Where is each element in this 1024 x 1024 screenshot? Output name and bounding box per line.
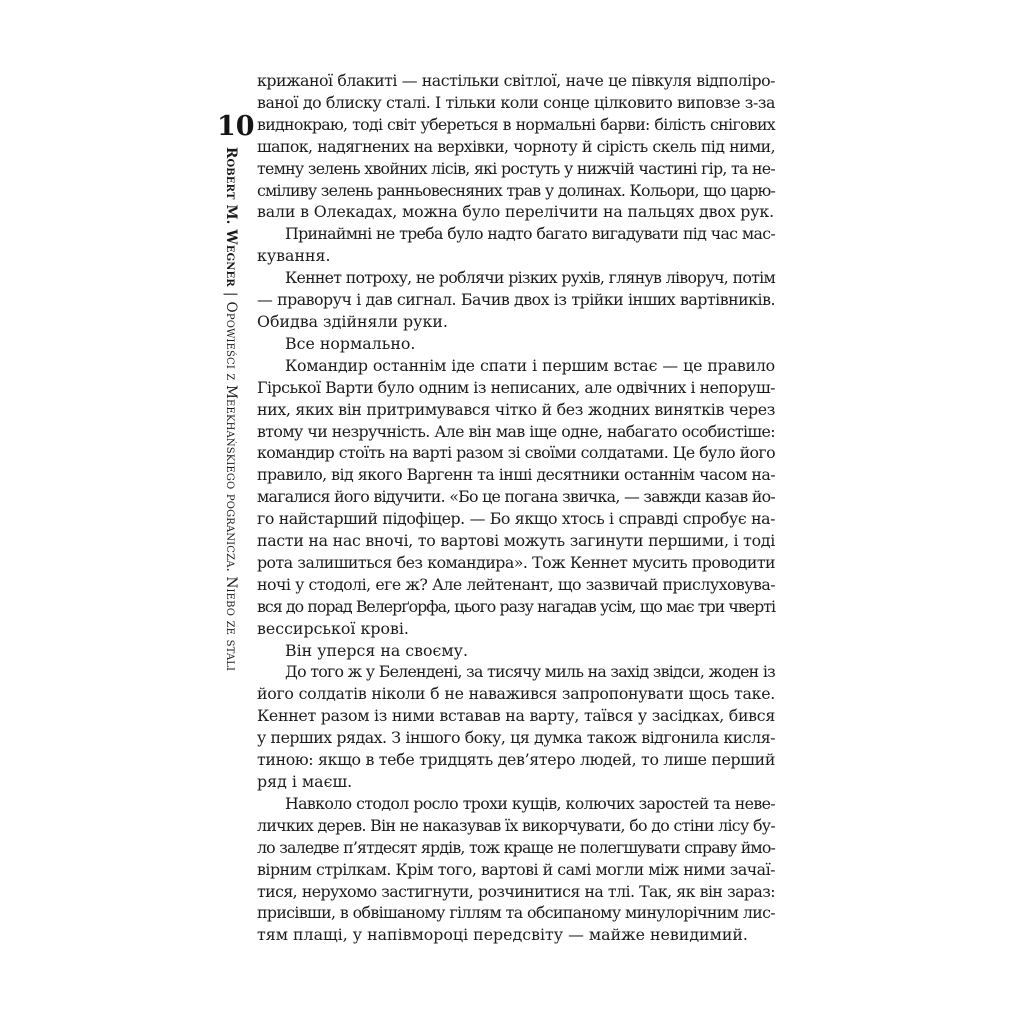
text-line: личких дерев. Він не наказував їх викорчувати, бо до стіни лісу бу- [257,815,775,835]
page-number: 10 [217,111,255,142]
text-line: Гірської Варти було одним із неписаних, але одвічних і непоруш- [257,377,775,397]
text-line: тиною: якщо в тебе тридцять дев’ятеро людей, то лише перший [257,750,775,770]
author-name: Robert M. Wegner [223,147,239,287]
text-line: ваної до блиску сталі. І тільки коли сонце цілковито виповзе з-за [257,92,775,112]
text-line: темну зелень хвойних лісів, які ростуть у нижчій частині гір, та не- [257,158,775,178]
text-line: ряд і маєш. [257,772,353,791]
text-line: у перших рядах. З іншого боку, ця думка також відгонила кисля- [257,728,775,748]
book-title: Opowieści z Meekhańskiego pogranicza. Niebo ze stali [223,301,239,672]
text-line: командир стоїть на варті разом зі своїми солдатами. Це було його [257,443,775,463]
text-line: тям плащі, у напівмороці передсвіту — майже невидимий. [257,925,748,945]
text-line: тися, нерухомо застигнути, розчинитися на тлі. Так, як він зараз: [257,881,775,901]
text-line: Кеннет потроху, не роблячи різких рухів, глянув ліворуч, потім [285,268,775,288]
text-line: пасти на нас вночі, то вартові можуть загинути першими, і тоді [257,531,775,551]
text-line: сміливу зелень ранньовесняних трав у долинах. Кольори, що царю- [257,180,775,200]
text-line: Кеннет разом із ними вставав на варту, таївся у засідках, бився [257,706,775,726]
text-line: го найстарший підофіцер. — Бо якщо хтось і справді спробує на- [257,509,775,529]
text-line: крижаної блакиті — настільки світлої, наче це півкуля відполіро- [257,71,775,90]
text-line: Принаймні не треба було надто багато вигадувати під час мас- [285,224,775,244]
running-head-text [221,147,241,671]
text-line: правило, від якого Варгенн та інші десятники останнім часом на- [257,465,775,485]
text-line: Він уперся на своєму. [285,640,468,660]
text-line: вся до порад Велерґорфа, цього разу нагадав усім, що має три чверті [257,596,775,616]
text-line: — праворуч і дав сигнал. Бачив двох із трійки інших вартівників. [257,290,775,310]
text-line: До того ж у Белендені, за тисячу миль на захід звідси, жоден із [285,662,775,682]
text-line: них, яких він притримувався чітко й без жодних винятків через [257,399,775,419]
text-line: вали в Олекадах, можна було перелічити на пальцях двох рук. [257,202,775,222]
text-line: виднокраю, тоді світ убереться в нормальні барви: білість снігових [257,114,775,134]
text-line: присівши, в обвішаному гіллям та обсипаному минулорічним лис- [257,903,775,923]
text-line: Навколо стодол росло трохи кущів, колючих заростей та неве- [285,793,775,813]
text-line: шапок, надягнених на верхівки, чорноту й сірість скель під ними, [257,136,775,156]
text-line: вессирської крові. [257,618,409,638]
text-line: кування. [257,246,331,266]
text-line: рота залишиться без командира». Тож Кеннет мусить проводити [257,552,775,572]
running-head [221,147,241,672]
text-line: його солдатів ніколи б не наважився запропонувати щось таке. [257,684,775,704]
text-line: втому чи незручність. Але він мав іще одне, набагато особистіше: [257,421,775,441]
text-line: ночі у стодолі, еге ж? Але лейтенант, що зазвичай прислуховува- [257,574,775,594]
text-line: Командир останнім іде спати і першим встає — це правило [285,355,775,375]
body-text [257,70,775,946]
text-line: магалися його відучити. «Бо це погана звичка, — завжди казав йо- [257,487,775,507]
running-head-separator: | [223,291,239,297]
text-line: вірним стрілкам. Крім того, вартові й самі могли між ними зачаї- [257,859,775,879]
text-line: Обидва здійняли руки. [257,311,448,331]
text-line: Все нормально. [285,333,416,353]
text-line: ло заледве п’ятдесят ярдів, тож краще не полегшувати справу ймо- [257,837,775,857]
